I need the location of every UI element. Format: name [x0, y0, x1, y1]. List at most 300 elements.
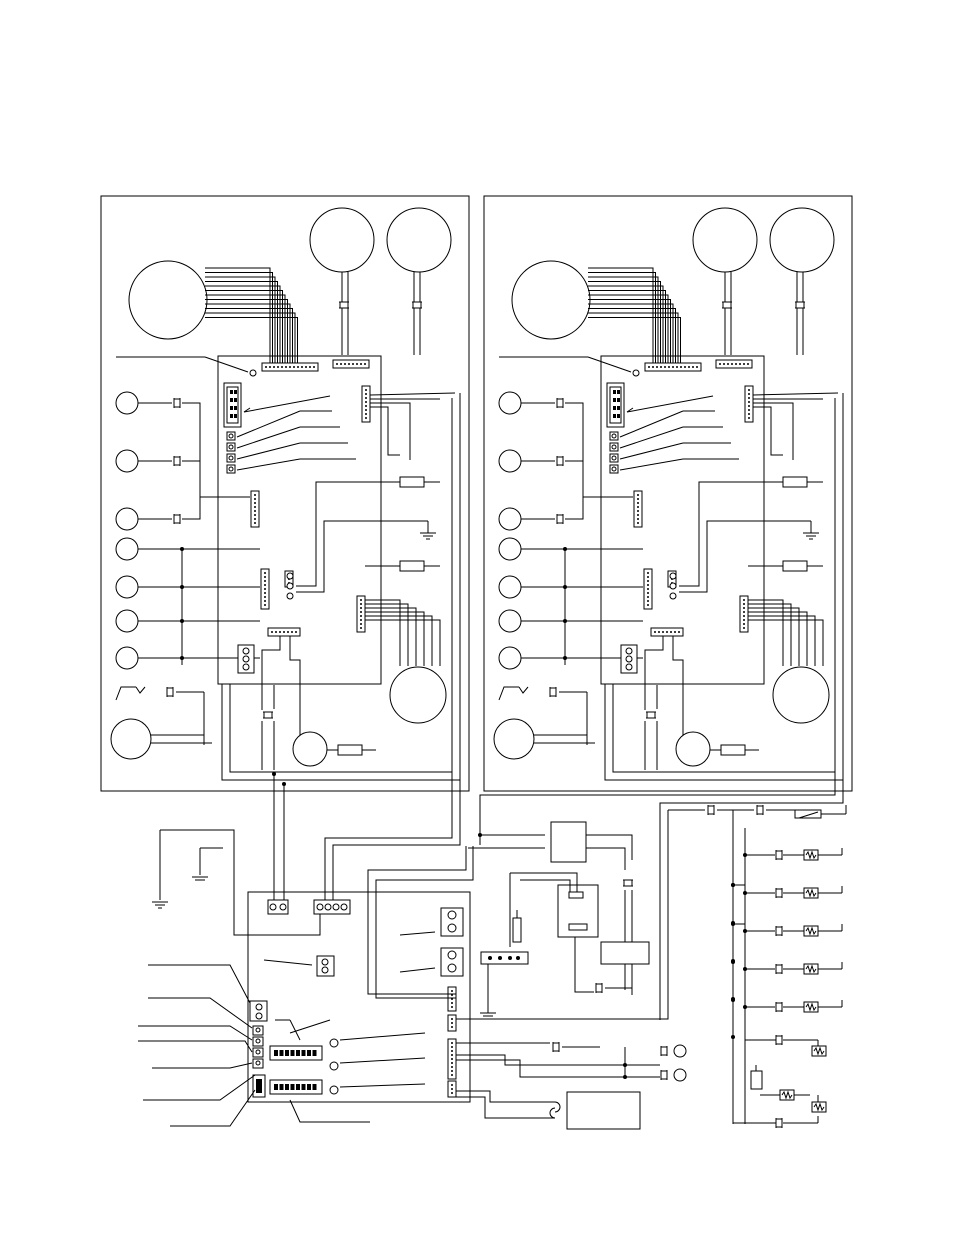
sensor: [116, 450, 138, 472]
sensor: [116, 508, 138, 530]
pin: [365, 417, 367, 419]
connector: [553, 1043, 559, 1051]
junction-dot: [731, 883, 735, 887]
wire: [575, 937, 594, 992]
pin: [680, 366, 682, 368]
toggle: [256, 1079, 262, 1093]
pin: [264, 604, 266, 606]
dip-key: [617, 414, 620, 418]
wire: [296, 482, 365, 586]
wire: [370, 407, 400, 455]
pin: [305, 366, 307, 368]
leader-line: [148, 965, 250, 1003]
terminal-pin: [256, 1004, 262, 1010]
wire: [748, 600, 783, 666]
wire: [753, 407, 783, 455]
pin: [647, 588, 649, 590]
digit: [313, 1084, 317, 1090]
fan-motor-large: [390, 667, 446, 723]
pin: [365, 409, 367, 411]
digit: [285, 1084, 289, 1090]
relay-contacts: [569, 924, 587, 930]
indicator-lamp: [674, 1069, 686, 1081]
indicator-2: [330, 1062, 338, 1070]
leader-line: [237, 443, 300, 459]
led: [229, 467, 233, 471]
junction-dot: [272, 772, 276, 776]
fuse-pin: [322, 967, 328, 973]
wire: [160, 830, 320, 935]
leader-line: [237, 411, 300, 437]
capacitor-module: [601, 942, 649, 964]
dip-key: [234, 390, 237, 394]
compressor-lead: [588, 291, 666, 366]
pin: [748, 409, 750, 411]
compressor-lead: [205, 318, 298, 366]
junction-dot: [282, 782, 286, 786]
fuse: [513, 918, 521, 942]
relay-pin: [287, 593, 293, 599]
led: [229, 434, 233, 438]
junction-dot: [516, 956, 520, 960]
valve-coil: [499, 647, 521, 669]
terminal-screw: [333, 904, 339, 910]
junction-dot: [488, 956, 492, 960]
leader-line: [627, 396, 713, 412]
leader-line: [400, 932, 435, 935]
relay-pin: [626, 648, 632, 654]
bus-wire: [333, 780, 460, 902]
sensor: [499, 508, 521, 530]
pin: [313, 366, 315, 368]
pin: [451, 1054, 453, 1056]
wire: [365, 604, 408, 666]
fan-motor-1: [693, 208, 757, 272]
pin: [264, 576, 266, 578]
pin: [748, 397, 750, 399]
pin: [647, 600, 649, 602]
valve-coil: [116, 647, 138, 669]
pin: [668, 366, 670, 368]
valve-coil: [116, 610, 138, 632]
compressor-motor: [129, 261, 207, 339]
pin: [743, 363, 745, 365]
pin: [688, 366, 690, 368]
pin: [360, 607, 362, 609]
sensor: [499, 450, 521, 472]
pin: [264, 572, 266, 574]
pin: [748, 413, 750, 415]
pin: [254, 514, 256, 516]
pin: [743, 603, 745, 605]
sensor-lead: [182, 497, 250, 519]
resistor-1: [783, 477, 807, 487]
pin: [295, 631, 297, 633]
pin: [637, 502, 639, 504]
dip-key: [234, 406, 237, 410]
pin: [451, 990, 453, 992]
control-section: [138, 772, 846, 1129]
pin: [662, 631, 664, 633]
pin: [264, 596, 266, 598]
board-connector-fan: [716, 360, 752, 368]
pin: [637, 514, 639, 516]
pin: [748, 401, 750, 403]
pin: [360, 623, 362, 625]
digit: [313, 1050, 317, 1056]
pin: [743, 615, 745, 617]
compressor-contactor: [567, 1092, 640, 1129]
wire: [456, 1060, 660, 1077]
pin: [365, 401, 367, 403]
wire: [748, 616, 815, 666]
sensor: [116, 392, 138, 414]
relay-pin: [287, 573, 293, 579]
pin: [648, 366, 650, 368]
wire: [456, 1097, 555, 1118]
pin: [279, 631, 281, 633]
board-connector-right: [362, 386, 370, 422]
pin: [291, 631, 293, 633]
sensor-connector: [174, 515, 180, 523]
pin: [637, 498, 639, 500]
led-indicator: [633, 370, 639, 376]
leader-line: [237, 427, 300, 448]
pin: [678, 631, 680, 633]
relay-coil: [569, 892, 583, 898]
pin: [451, 1088, 453, 1090]
pin: [647, 592, 649, 594]
condenser-fan: [494, 719, 534, 759]
pin: [271, 631, 273, 633]
resistor-2: [400, 561, 424, 571]
fan-motor-large: [773, 667, 829, 723]
pin: [692, 366, 694, 368]
pin: [637, 518, 639, 520]
relay-pin: [243, 664, 249, 670]
main-fuse: [757, 806, 763, 814]
sensor-connector: [174, 399, 180, 407]
resistor-2: [783, 561, 807, 571]
compressor-lead: [205, 291, 283, 366]
leader-line: [620, 411, 683, 437]
pin: [731, 363, 733, 365]
pin: [277, 366, 279, 368]
pin: [336, 363, 338, 365]
heater-relay: [776, 927, 782, 935]
pin: [637, 506, 639, 508]
motor-capacitor: [723, 302, 731, 308]
junction-dot: [731, 1035, 735, 1039]
pin: [285, 366, 287, 368]
pin: [365, 397, 367, 399]
pin: [264, 588, 266, 590]
indicator-3: [330, 1086, 338, 1094]
pin: [748, 405, 750, 407]
pin: [365, 393, 367, 395]
pin: [647, 596, 649, 598]
pin: [451, 1092, 453, 1094]
pin: [735, 363, 737, 365]
pin: [451, 1074, 453, 1076]
relay-pin: [626, 664, 632, 670]
digit: [291, 1050, 295, 1056]
pin: [664, 366, 666, 368]
pin: [360, 627, 362, 629]
wire: [365, 616, 432, 666]
pin: [254, 506, 256, 508]
pin: [340, 363, 342, 365]
leader-line: [170, 1090, 255, 1126]
digit: [302, 1084, 306, 1090]
sensor-connector: [557, 457, 563, 465]
pin: [360, 615, 362, 617]
pin: [451, 1062, 453, 1064]
compressor-lead: [588, 286, 663, 365]
compressor-motor: [512, 261, 590, 339]
junction-dot: [731, 960, 735, 964]
leader-line: [152, 1063, 252, 1068]
led-indicator: [250, 370, 256, 376]
dip-key: [230, 406, 233, 410]
leader-line: [620, 443, 683, 459]
leader-line: [138, 1026, 252, 1040]
pin: [723, 363, 725, 365]
dip-key: [617, 406, 620, 410]
heater-relay: [776, 965, 782, 973]
pin: [264, 584, 266, 586]
pin: [637, 510, 639, 512]
pin: [696, 366, 698, 368]
leader-line: [264, 960, 312, 965]
compressor-lead: [588, 282, 661, 366]
leader-line: [143, 1075, 255, 1100]
digit: [285, 1050, 289, 1056]
pin: [451, 1026, 453, 1028]
leader-line: [290, 1020, 330, 1033]
wire: [365, 600, 400, 666]
pin: [743, 599, 745, 601]
digit: [307, 1050, 311, 1056]
pin: [360, 611, 362, 613]
wire: [370, 393, 455, 395]
fuse-pin: [322, 959, 328, 965]
pin: [352, 363, 354, 365]
dip-key: [613, 406, 616, 410]
dip-key: [230, 390, 233, 394]
pin: [451, 1070, 453, 1072]
terminal-pin: [256, 1013, 262, 1019]
sensor: [499, 392, 521, 414]
pump-motor: [676, 732, 710, 766]
transformer: [551, 822, 586, 862]
fuse-connector: [550, 688, 556, 696]
sensor-lead: [182, 461, 250, 497]
pin: [254, 498, 256, 500]
digit: [302, 1050, 306, 1056]
led: [612, 467, 616, 471]
pin: [287, 631, 289, 633]
digit: [296, 1084, 300, 1090]
compressor-lead: [588, 318, 681, 366]
heater-relay: [776, 1003, 782, 1011]
digit: [280, 1084, 284, 1090]
pin: [360, 363, 362, 365]
junction-dot: [508, 956, 512, 960]
switch: [256, 1028, 260, 1032]
dip-key: [234, 414, 237, 418]
sensor-connector: [174, 457, 180, 465]
relay-pin: [448, 911, 456, 919]
switch: [256, 1061, 260, 1065]
bus-wire: [480, 772, 835, 845]
led: [612, 456, 616, 460]
valve-coil: [499, 610, 521, 632]
relay-pin: [243, 656, 249, 662]
fuse-connector: [596, 984, 602, 992]
pin: [293, 366, 295, 368]
pin: [275, 631, 277, 633]
heater-relay: [776, 851, 782, 859]
main-fuse: [708, 806, 714, 814]
fan-motor-1: [310, 208, 374, 272]
switch: [256, 1050, 260, 1054]
relay-pin: [448, 951, 456, 959]
pump-motor: [293, 732, 327, 766]
heater-relay: [776, 889, 782, 897]
board-connector-right: [745, 386, 753, 422]
pin: [674, 631, 676, 633]
digit: [307, 1084, 311, 1090]
leader-line: [340, 1084, 425, 1087]
sensor-header: [634, 491, 642, 527]
pin: [309, 366, 311, 368]
led: [229, 456, 233, 460]
dip-key: [613, 390, 616, 394]
relay-pin: [626, 656, 632, 662]
indicator-1: [330, 1039, 338, 1047]
run-capacitor: [647, 712, 655, 718]
dip-key: [617, 398, 620, 402]
leader-line: [340, 1058, 425, 1063]
pin: [727, 363, 729, 365]
digit: [296, 1050, 300, 1056]
junction-dot: [478, 833, 482, 837]
pin: [269, 366, 271, 368]
pin: [254, 502, 256, 504]
pin: [637, 522, 639, 524]
pin: [748, 393, 750, 395]
pin: [743, 623, 745, 625]
wire: [673, 636, 683, 735]
pin: [281, 366, 283, 368]
pin: [365, 389, 367, 391]
board-connector-fan: [333, 360, 369, 368]
pin: [743, 627, 745, 629]
relay-pin: [287, 583, 293, 589]
pin: [273, 366, 275, 368]
digit: [280, 1050, 284, 1056]
lower-right-header: [357, 596, 365, 632]
compressor-lead: [205, 268, 270, 365]
pin: [360, 619, 362, 621]
pin: [670, 631, 672, 633]
pin: [647, 604, 649, 606]
pin: [637, 494, 639, 496]
valve-coil: [116, 576, 138, 598]
motor-capacitor: [340, 302, 348, 308]
leader-line: [290, 1100, 370, 1122]
relay-pin: [448, 964, 456, 972]
dip-key: [617, 390, 620, 394]
pin: [743, 619, 745, 621]
relay-pin: [670, 593, 676, 599]
pin: [254, 510, 256, 512]
digit: [274, 1050, 278, 1056]
pin: [451, 1046, 453, 1048]
pin: [656, 366, 658, 368]
motor-capacitor: [413, 302, 421, 308]
wire: [679, 482, 748, 586]
pin: [254, 494, 256, 496]
pin: [365, 413, 367, 415]
pin: [684, 366, 686, 368]
terminal-screw: [325, 904, 331, 910]
crankcase-heater: [721, 745, 745, 755]
valve-coil: [499, 538, 521, 560]
fuse: [136, 687, 145, 693]
motor-capacitor: [796, 302, 804, 308]
pin: [451, 1002, 453, 1004]
pin: [748, 389, 750, 391]
pin: [743, 607, 745, 609]
wire: [370, 403, 410, 460]
digit: [274, 1084, 278, 1090]
pin: [264, 600, 266, 602]
run-capacitor: [264, 712, 272, 718]
relay-pin: [243, 648, 249, 654]
terminal-screw: [341, 904, 347, 910]
dip-key: [230, 414, 233, 418]
relay-pin: [670, 573, 676, 579]
thermal-cutout: [795, 810, 821, 818]
pin: [672, 366, 674, 368]
leader-line: [340, 1033, 425, 1040]
pin: [739, 363, 741, 365]
pin: [647, 576, 649, 578]
crankcase-heater: [338, 745, 362, 755]
compressor-lead: [205, 282, 278, 366]
indicator-lamp: [674, 1045, 686, 1057]
pin: [451, 1050, 453, 1052]
sensor-connector: [557, 515, 563, 523]
leader-line: [400, 968, 435, 972]
compressor-lead: [588, 268, 653, 365]
pin: [660, 366, 662, 368]
leader-line: [244, 396, 330, 412]
sensor-lead: [565, 461, 633, 497]
led: [612, 434, 616, 438]
pin: [254, 522, 256, 524]
leader-line: [620, 459, 683, 470]
fan-motor-2: [387, 208, 451, 272]
pin: [747, 363, 749, 365]
wire: [748, 620, 823, 666]
dip-key: [613, 414, 616, 418]
pin: [297, 366, 299, 368]
leader-line: [148, 998, 252, 1028]
wire: [753, 403, 793, 460]
